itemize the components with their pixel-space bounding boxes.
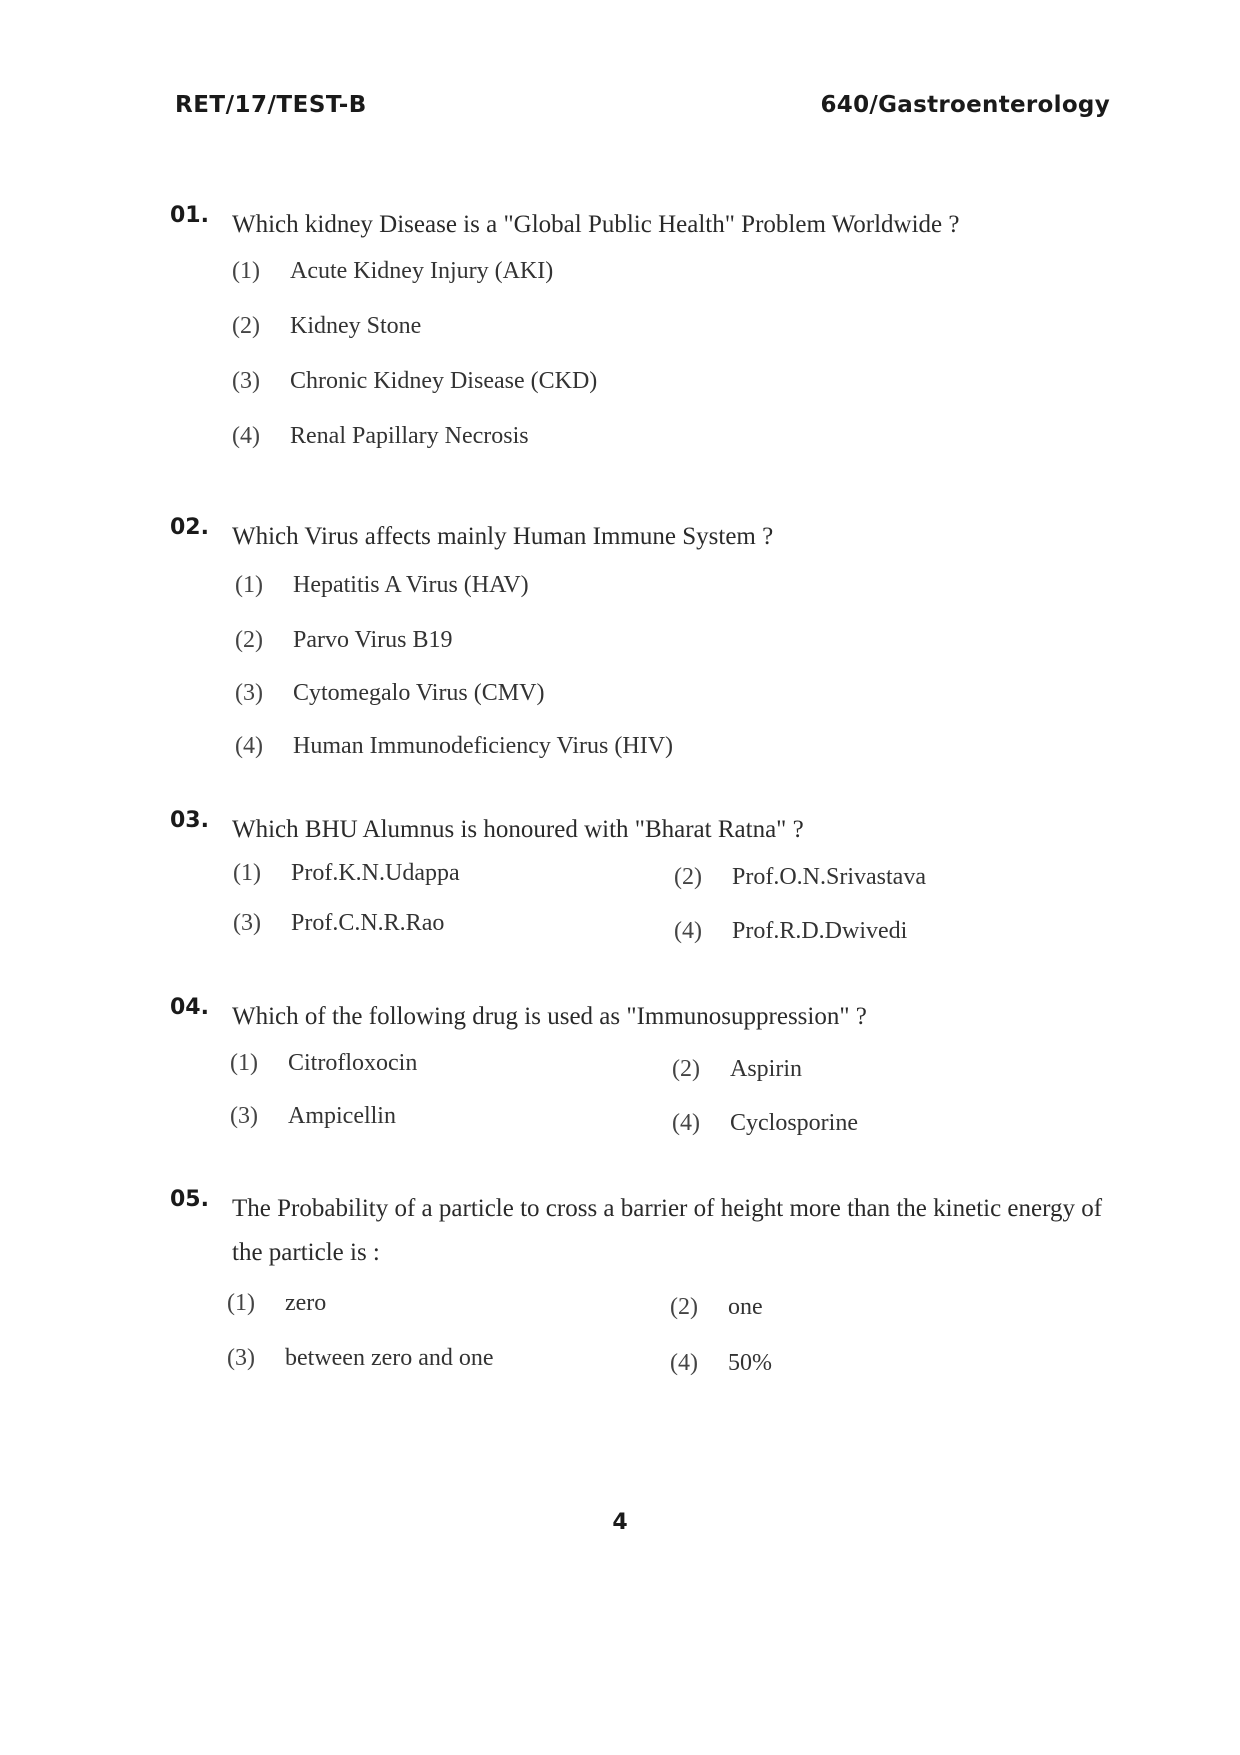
page-number: 4 bbox=[612, 1510, 628, 1535]
question-number: 04. bbox=[170, 995, 209, 1020]
option-number: (2) bbox=[670, 1294, 698, 1320]
option-text: Prof.O.N.Srivastava bbox=[732, 864, 926, 890]
question-number: 05. bbox=[170, 1187, 209, 1212]
option-4[interactable] bbox=[235, 733, 673, 760]
exam-code: RET/17/TEST-B bbox=[175, 92, 367, 118]
option-2[interactable] bbox=[674, 864, 926, 891]
option-number: (1) bbox=[227, 1290, 255, 1316]
option-number: (2) bbox=[674, 864, 702, 890]
option-number: (2) bbox=[235, 627, 263, 653]
option-3[interactable] bbox=[230, 1103, 396, 1130]
option-text: Aspirin bbox=[730, 1056, 802, 1082]
option-text: Citrofloxocin bbox=[288, 1050, 418, 1076]
option-number: (3) bbox=[235, 680, 263, 706]
option-2[interactable] bbox=[672, 1056, 802, 1083]
option-text: Cyclosporine bbox=[730, 1110, 858, 1136]
option-number: (1) bbox=[230, 1050, 258, 1076]
option-number: (2) bbox=[232, 313, 260, 339]
option-text: Chronic Kidney Disease (CKD) bbox=[290, 368, 598, 394]
question-text: Which kidney Disease is a "Global Public Health" Problem Worldwide ? bbox=[232, 211, 960, 238]
option-number: (3) bbox=[232, 368, 260, 394]
question-text: Which BHU Alumnus is honoured with "Bharat Ratna" ? bbox=[232, 816, 804, 843]
option-text: Acute Kidney Injury (AKI) bbox=[290, 258, 554, 284]
option-4[interactable] bbox=[674, 918, 907, 945]
option-text: Prof.R.D.Dwivedi bbox=[732, 918, 908, 944]
option-number: (1) bbox=[232, 258, 260, 284]
option-3[interactable] bbox=[235, 680, 544, 707]
option-text: Kidney Stone bbox=[290, 313, 422, 339]
option-4[interactable] bbox=[232, 423, 529, 450]
option-text: zero bbox=[285, 1290, 327, 1316]
option-text: 50% bbox=[728, 1350, 772, 1376]
question-text: Which Virus affects mainly Human Immune System ? bbox=[232, 523, 774, 550]
option-number: (4) bbox=[670, 1350, 698, 1376]
option-4[interactable] bbox=[672, 1110, 858, 1137]
option-1[interactable] bbox=[235, 572, 529, 599]
question-number: 01. bbox=[170, 203, 209, 228]
option-2[interactable] bbox=[670, 1294, 763, 1321]
option-number: (4) bbox=[235, 733, 263, 759]
option-text: Ampicellin bbox=[288, 1103, 396, 1129]
option-text: Prof.K.N.Udappa bbox=[291, 860, 460, 886]
exam-subject: 640/Gastroenterology bbox=[820, 92, 1110, 118]
question-number: 03. bbox=[170, 808, 209, 833]
page-header bbox=[175, 92, 1110, 132]
question-number: 02. bbox=[170, 515, 209, 540]
option-1[interactable] bbox=[233, 860, 460, 887]
option-number: (3) bbox=[227, 1345, 255, 1371]
option-3[interactable] bbox=[232, 368, 597, 395]
option-number: (1) bbox=[235, 572, 263, 598]
option-1[interactable] bbox=[230, 1050, 417, 1077]
option-number: (2) bbox=[672, 1056, 700, 1082]
option-text: Renal Papillary Necrosis bbox=[290, 423, 529, 449]
option-2[interactable] bbox=[235, 627, 452, 654]
option-text: Cytomegalo Virus (CMV) bbox=[293, 680, 545, 706]
option-3[interactable] bbox=[233, 910, 444, 937]
question-text: Which of the following drug is used as "Immunosuppression" ? bbox=[232, 1003, 867, 1030]
option-text: Hepatitis A Virus (HAV) bbox=[293, 572, 529, 598]
option-4[interactable] bbox=[670, 1350, 772, 1377]
option-text: one bbox=[728, 1294, 763, 1320]
option-number: (1) bbox=[233, 860, 261, 886]
option-text: Human Immunodeficiency Virus (HIV) bbox=[293, 733, 674, 759]
option-number: (4) bbox=[232, 423, 260, 449]
option-2[interactable] bbox=[232, 313, 421, 340]
option-number: (4) bbox=[672, 1110, 700, 1136]
option-text: between zero and one bbox=[285, 1345, 494, 1371]
option-1[interactable] bbox=[227, 1290, 326, 1317]
option-3[interactable] bbox=[227, 1345, 494, 1372]
option-text: Parvo Virus B19 bbox=[293, 627, 453, 653]
option-number: (4) bbox=[674, 918, 702, 944]
question-text: The Probability of a particle to cross a barrier of height more than the kinetic energy of the particle is : bbox=[232, 1195, 1103, 1266]
option-text: Prof.C.N.R.Rao bbox=[291, 910, 445, 936]
option-1[interactable] bbox=[232, 258, 553, 285]
option-number: (3) bbox=[230, 1103, 258, 1129]
option-number: (3) bbox=[233, 910, 261, 936]
